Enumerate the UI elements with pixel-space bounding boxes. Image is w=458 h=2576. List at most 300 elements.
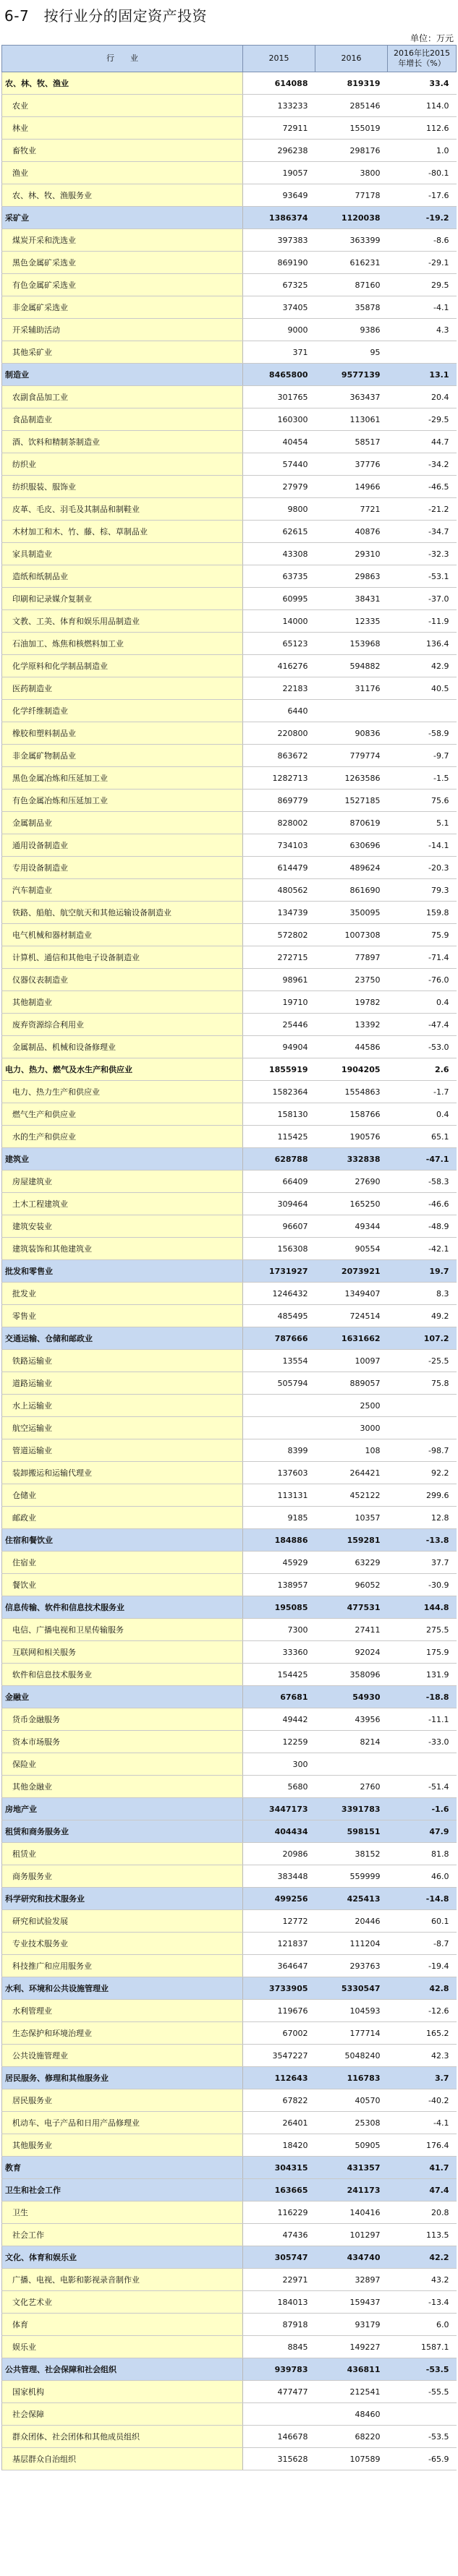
value-2015-cell: 43308 <box>243 543 315 565</box>
table-row <box>2 1933 457 1955</box>
industry-cell: 文化、体育和娱乐业 <box>2 2246 243 2269</box>
growth-cell: -53.0 <box>388 1036 457 1058</box>
value-2016-cell: 37776 <box>315 453 388 476</box>
value-2015-cell: 60995 <box>243 588 315 610</box>
industry-cell: 餐饮业 <box>2 1574 243 1596</box>
table-row <box>2 633 457 655</box>
value-2016-cell: 9577139 <box>315 364 388 386</box>
value-2016-cell: 50905 <box>315 2134 388 2157</box>
value-2016-cell: 3800 <box>315 162 388 184</box>
header-2016: 2016 <box>315 46 388 72</box>
industry-cell: 建筑安装业 <box>2 1215 243 1238</box>
value-2016-cell: 27411 <box>315 1619 388 1641</box>
table-row <box>2 1395 457 1417</box>
table-row <box>2 319 457 341</box>
growth-cell: 46.0 <box>388 1865 457 1888</box>
value-2016-cell: 12335 <box>315 610 388 633</box>
table-row <box>2 2381 457 2403</box>
industry-cell: 科技推广和应用服务业 <box>2 1955 243 1977</box>
table-row <box>2 1126 457 1148</box>
value-2016-cell: 1263586 <box>315 767 388 790</box>
value-2016-cell: 3391783 <box>315 1798 388 1820</box>
table-row <box>2 1439 457 1462</box>
industry-cell: 广播、电视、电影和影视录音制作业 <box>2 2269 243 2291</box>
industry-cell: 房地产业 <box>2 1798 243 1820</box>
value-2016-cell: 23750 <box>315 969 388 991</box>
growth-cell: 75.8 <box>388 1372 457 1395</box>
growth-cell: 75.6 <box>388 790 457 812</box>
industry-cell: 专业技术服务业 <box>2 1933 243 1955</box>
table-row <box>2 1372 457 1395</box>
value-2015-cell: 14000 <box>243 610 315 633</box>
table-row <box>2 1753 457 1776</box>
growth-cell: -34.7 <box>388 521 457 543</box>
growth-cell: -32.3 <box>388 543 457 565</box>
industry-cell: 畜牧业 <box>2 140 243 162</box>
value-2016-cell: 107589 <box>315 2448 388 2470</box>
value-2015-cell: 1282713 <box>243 767 315 790</box>
growth-cell: -40.2 <box>388 2089 457 2112</box>
industry-cell: 计算机、通信和其他电子设备制造业 <box>2 946 243 969</box>
value-2016-cell: 10097 <box>315 1350 388 1372</box>
table-row <box>2 2224 457 2246</box>
value-2016-cell: 285146 <box>315 95 388 117</box>
industry-cell: 有色金属矿采选业 <box>2 274 243 296</box>
value-2016-cell: 190576 <box>315 1126 388 1148</box>
industry-cell: 卫生和社会工作 <box>2 2179 243 2201</box>
value-2016-cell: 27690 <box>315 1171 388 1193</box>
value-2015-cell: 134739 <box>243 902 315 924</box>
value-2016-cell: 40570 <box>315 2089 388 2112</box>
industry-cell: 仪器仪表制造业 <box>2 969 243 991</box>
table-row <box>2 1843 457 1865</box>
value-2016-cell: 90836 <box>315 722 388 745</box>
growth-cell: 5.1 <box>388 812 457 834</box>
growth-cell: 0.4 <box>388 991 457 1014</box>
growth-cell: 41.7 <box>388 2157 457 2179</box>
table-row <box>2 1215 457 1238</box>
table-row <box>2 1686 457 1708</box>
growth-cell: 136.4 <box>388 633 457 655</box>
growth-cell <box>388 1417 457 1439</box>
industry-cell: 铁路、船舶、航空航天和其他运输设备制造业 <box>2 902 243 924</box>
value-2015-cell: 87918 <box>243 2314 315 2336</box>
value-2015-cell: 27979 <box>243 476 315 498</box>
growth-cell: 8.3 <box>388 1283 457 1305</box>
table-row <box>2 207 457 229</box>
value-2015-cell: 315628 <box>243 2448 315 2470</box>
growth-cell: -18.8 <box>388 1686 457 1708</box>
value-2016-cell: 2760 <box>315 1776 388 1798</box>
table-row <box>2 2426 457 2448</box>
value-2015-cell: 787666 <box>243 1327 315 1350</box>
value-2016-cell: 116783 <box>315 2067 388 2089</box>
table-row <box>2 1596 457 1619</box>
value-2015-cell: 22183 <box>243 677 315 700</box>
industry-cell: 保险业 <box>2 1753 243 1776</box>
industry-cell: 煤炭开采和洗选业 <box>2 229 243 252</box>
industry-cell: 金融业 <box>2 1686 243 1708</box>
value-2015-cell: 62615 <box>243 521 315 543</box>
value-2015-cell: 22971 <box>243 2269 315 2291</box>
industry-cell: 电力、热力、燃气及水生产和供应业 <box>2 1058 243 1081</box>
industry-cell: 电力、热力生产和供应业 <box>2 1081 243 1103</box>
table-row <box>2 1260 457 1283</box>
value-2016-cell: 861690 <box>315 879 388 902</box>
industry-cell: 电气机械和器材制造业 <box>2 924 243 946</box>
table-row <box>2 521 457 543</box>
table-row <box>2 95 457 117</box>
growth-cell: 176.4 <box>388 2134 457 2157</box>
table-row <box>2 498 457 521</box>
industry-cell: 居民服务、修理和其他服务业 <box>2 2067 243 2089</box>
industry-cell: 公共设施管理业 <box>2 2045 243 2067</box>
table-row <box>2 2179 457 2201</box>
table-row <box>2 1193 457 1215</box>
table-row <box>2 296 457 319</box>
growth-cell: 65.1 <box>388 1126 457 1148</box>
value-2016-cell: 779774 <box>315 745 388 767</box>
table-row <box>2 2134 457 2157</box>
growth-cell: -14.1 <box>388 834 457 857</box>
growth-cell: -1.6 <box>388 1798 457 1820</box>
table-row <box>2 1507 457 1529</box>
value-2016-cell: 1527185 <box>315 790 388 812</box>
industry-cell: 社会工作 <box>2 2224 243 2246</box>
value-2016-cell: 153968 <box>315 633 388 655</box>
value-2015-cell: 7300 <box>243 1619 315 1641</box>
table-row <box>2 610 457 633</box>
table-row <box>2 364 457 386</box>
table-row <box>2 1305 457 1327</box>
value-2015-cell: 828002 <box>243 812 315 834</box>
industry-cell: 土木工程建筑业 <box>2 1193 243 1215</box>
value-2015-cell: 12259 <box>243 1731 315 1753</box>
growth-cell: -42.1 <box>388 1238 457 1260</box>
value-2015-cell: 364647 <box>243 1955 315 1977</box>
industry-cell: 文化艺术业 <box>2 2291 243 2314</box>
value-2015-cell: 116229 <box>243 2201 315 2224</box>
growth-cell: 12.8 <box>388 1507 457 1529</box>
value-2015-cell <box>243 2403 315 2426</box>
value-2015-cell: 67325 <box>243 274 315 296</box>
value-2016-cell: 92024 <box>315 1641 388 1664</box>
industry-cell: 铁路运输业 <box>2 1350 243 1372</box>
value-2016-cell: 452122 <box>315 1484 388 1507</box>
value-2016-cell: 25308 <box>315 2112 388 2134</box>
value-2015-cell: 572802 <box>243 924 315 946</box>
value-2015-cell: 146678 <box>243 2426 315 2448</box>
table-row <box>2 1014 457 1036</box>
industry-cell: 化学原料和化学制品制造业 <box>2 655 243 677</box>
value-2015-cell: 296238 <box>243 140 315 162</box>
table-row <box>2 274 457 296</box>
value-2015-cell: 72911 <box>243 117 315 140</box>
value-2015-cell: 3547227 <box>243 2045 315 2067</box>
industry-cell: 汽车制造业 <box>2 879 243 902</box>
industry-cell: 金属制品业 <box>2 812 243 834</box>
value-2016-cell: 44586 <box>315 1036 388 1058</box>
table-row <box>2 2314 457 2336</box>
value-2016-cell: 14966 <box>315 476 388 498</box>
table-row <box>2 812 457 834</box>
industry-cell: 住宿业 <box>2 1552 243 1574</box>
value-2016-cell: 113061 <box>315 408 388 431</box>
growth-cell: 49.2 <box>388 1305 457 1327</box>
value-2015-cell: 98961 <box>243 969 315 991</box>
industry-cell: 机动车、电子产品和日用产品修理业 <box>2 2112 243 2134</box>
industry-cell: 渔业 <box>2 162 243 184</box>
growth-cell: -14.8 <box>388 1888 457 1910</box>
table-row <box>2 543 457 565</box>
value-2016-cell: 870619 <box>315 812 388 834</box>
value-2016-cell: 3000 <box>315 1417 388 1439</box>
page-title: 6-7 按行业分的固定资产投资 <box>4 7 208 25</box>
value-2015-cell: 137603 <box>243 1462 315 1484</box>
table-row <box>2 1888 457 1910</box>
industry-cell: 装卸搬运和运输代理业 <box>2 1462 243 1484</box>
value-2015-cell: 416276 <box>243 655 315 677</box>
value-2015-cell: 9185 <box>243 1507 315 1529</box>
value-2015-cell: 300 <box>243 1753 315 1776</box>
value-2015-cell: 154425 <box>243 1664 315 1686</box>
industry-cell: 燃气生产和供应业 <box>2 1103 243 1126</box>
value-2016-cell <box>315 1753 388 1776</box>
industry-cell: 公共管理、社会保障和社会组织 <box>2 2358 243 2381</box>
value-2016-cell: 363437 <box>315 386 388 408</box>
industry-cell: 水利管理业 <box>2 2000 243 2022</box>
growth-cell: -29.1 <box>388 252 457 274</box>
industry-cell: 商务服务业 <box>2 1865 243 1888</box>
industry-cell: 租赁和商务服务业 <box>2 1820 243 1843</box>
growth-cell: 42.9 <box>388 655 457 677</box>
table-row <box>2 1036 457 1058</box>
industry-cell: 纺织业 <box>2 453 243 476</box>
table-row <box>2 902 457 924</box>
value-2016-cell <box>315 700 388 722</box>
growth-cell: 3.7 <box>388 2067 457 2089</box>
growth-cell: 42.3 <box>388 2045 457 2067</box>
table-row <box>2 1417 457 1439</box>
value-2016-cell: 630696 <box>315 834 388 857</box>
table-row <box>2 386 457 408</box>
industry-cell: 互联网和相关服务 <box>2 1641 243 1664</box>
value-2015-cell: 121837 <box>243 1933 315 1955</box>
table-row <box>2 140 457 162</box>
value-2015-cell: 301765 <box>243 386 315 408</box>
growth-cell: -58.9 <box>388 722 457 745</box>
industry-cell: 居民服务业 <box>2 2089 243 2112</box>
value-2015-cell: 49442 <box>243 1708 315 1731</box>
table-row <box>2 1462 457 1484</box>
value-2015-cell: 863672 <box>243 745 315 767</box>
value-2016-cell: 77897 <box>315 946 388 969</box>
value-2016-cell: 108 <box>315 1439 388 1462</box>
industry-cell: 研究和试验发展 <box>2 1910 243 1933</box>
industry-cell: 家具制造业 <box>2 543 243 565</box>
table-row <box>2 1574 457 1596</box>
value-2015-cell: 19057 <box>243 162 315 184</box>
table-row <box>2 565 457 588</box>
table-row <box>2 2022 457 2045</box>
value-2015-cell: 19710 <box>243 991 315 1014</box>
growth-cell: -13.8 <box>388 1529 457 1552</box>
value-2016-cell: 29310 <box>315 543 388 565</box>
value-2016-cell: 104593 <box>315 2000 388 2022</box>
value-2015-cell: 67002 <box>243 2022 315 2045</box>
industry-cell: 软件和信息技术服务业 <box>2 1664 243 1686</box>
growth-cell: 37.7 <box>388 1552 457 1574</box>
growth-cell: -29.5 <box>388 408 457 431</box>
value-2016-cell: 1007308 <box>315 924 388 946</box>
growth-cell: 131.9 <box>388 1664 457 1686</box>
table-row <box>2 2269 457 2291</box>
growth-cell: -4.1 <box>388 2112 457 2134</box>
value-2016-cell: 1120038 <box>315 207 388 229</box>
value-2015-cell: 93649 <box>243 184 315 207</box>
table-row <box>2 2201 457 2224</box>
industry-cell: 其他服务业 <box>2 2134 243 2157</box>
table-row <box>2 745 457 767</box>
industry-cell: 农副食品加工业 <box>2 386 243 408</box>
industry-cell: 酒、饮料和精制茶制造业 <box>2 431 243 453</box>
value-2015-cell: 13554 <box>243 1350 315 1372</box>
value-2015-cell: 5680 <box>243 1776 315 1798</box>
value-2015-cell: 133233 <box>243 95 315 117</box>
industry-cell: 其他采矿业 <box>2 341 243 364</box>
growth-cell: 144.8 <box>388 1596 457 1619</box>
industry-cell: 纺织服装、服饰业 <box>2 476 243 498</box>
table-row <box>2 700 457 722</box>
table-row <box>2 2291 457 2314</box>
value-2016-cell: 43956 <box>315 1708 388 1731</box>
value-2015-cell: 614088 <box>243 72 315 95</box>
value-2015-cell: 25446 <box>243 1014 315 1036</box>
value-2015-cell: 94904 <box>243 1036 315 1058</box>
value-2015-cell: 66409 <box>243 1171 315 1193</box>
growth-cell: 81.8 <box>388 1843 457 1865</box>
table-row <box>2 1058 457 1081</box>
value-2016-cell: 165250 <box>315 1193 388 1215</box>
value-2015-cell: 397383 <box>243 229 315 252</box>
growth-cell: 1587.1 <box>388 2336 457 2358</box>
table-row <box>2 924 457 946</box>
industry-cell: 货币金融服务 <box>2 1708 243 1731</box>
industry-cell: 信息传输、软件和信息技术服务业 <box>2 1596 243 1619</box>
table-row <box>2 677 457 700</box>
value-2015-cell: 3447173 <box>243 1798 315 1820</box>
value-2016-cell: 159281 <box>315 1529 388 1552</box>
industry-cell: 资本市场服务 <box>2 1731 243 1753</box>
value-2016-cell: 5330547 <box>315 1977 388 2000</box>
value-2016-cell: 358096 <box>315 1664 388 1686</box>
table-row <box>2 162 457 184</box>
value-2016-cell: 159437 <box>315 2291 388 2314</box>
industry-cell: 非金属矿物制品业 <box>2 745 243 767</box>
growth-cell: -47.1 <box>388 1148 457 1171</box>
growth-cell: -9.7 <box>388 745 457 767</box>
value-2016-cell: 1554863 <box>315 1081 388 1103</box>
value-2016-cell: 363399 <box>315 229 388 252</box>
value-2015-cell: 505794 <box>243 1372 315 1395</box>
growth-cell: 42.8 <box>388 1977 457 2000</box>
value-2016-cell: 7721 <box>315 498 388 521</box>
table-row <box>2 1820 457 1843</box>
growth-cell: -21.2 <box>388 498 457 521</box>
growth-cell: 20.4 <box>388 386 457 408</box>
table-row <box>2 476 457 498</box>
growth-cell: -47.4 <box>388 1014 457 1036</box>
table-row <box>2 655 457 677</box>
industry-cell: 批发和零售业 <box>2 1260 243 1283</box>
table-row <box>2 2067 457 2089</box>
industry-cell: 印刷和记录媒介复制业 <box>2 588 243 610</box>
value-2015-cell: 8399 <box>243 1439 315 1462</box>
value-2016-cell: 95 <box>315 341 388 364</box>
growth-cell: 275.5 <box>388 1619 457 1641</box>
table-row <box>2 1350 457 1372</box>
value-2015-cell: 1246432 <box>243 1283 315 1305</box>
industry-cell: 邮政业 <box>2 1507 243 1529</box>
table-row <box>2 2112 457 2134</box>
value-2015-cell: 63735 <box>243 565 315 588</box>
value-2016-cell: 616231 <box>315 252 388 274</box>
industry-cell: 林业 <box>2 117 243 140</box>
value-2016-cell: 158766 <box>315 1103 388 1126</box>
growth-cell: -53.5 <box>388 2358 457 2381</box>
table-row <box>2 1081 457 1103</box>
value-2016-cell: 29863 <box>315 565 388 588</box>
value-2015-cell: 112643 <box>243 2067 315 2089</box>
table-row <box>2 790 457 812</box>
table-row <box>2 2403 457 2426</box>
value-2015-cell: 628788 <box>243 1148 315 1171</box>
industry-cell: 建筑装饰和其他建筑业 <box>2 1238 243 1260</box>
table-row <box>2 2157 457 2179</box>
industry-cell: 社会保障 <box>2 2403 243 2426</box>
value-2015-cell <box>243 1395 315 1417</box>
growth-cell: 2.6 <box>388 1058 457 1081</box>
industry-cell: 黑色金属冶炼和压延加工业 <box>2 767 243 790</box>
value-2015-cell: 383448 <box>243 1865 315 1888</box>
value-2015-cell: 65123 <box>243 633 315 655</box>
industry-cell: 农业 <box>2 95 243 117</box>
industry-cell: 黑色金属矿采选业 <box>2 252 243 274</box>
growth-cell: 113.5 <box>388 2224 457 2246</box>
table-row <box>2 341 457 364</box>
industry-cell: 建筑业 <box>2 1148 243 1171</box>
growth-cell: 6.0 <box>388 2314 457 2336</box>
value-2016-cell: 10357 <box>315 1507 388 1529</box>
value-2015-cell: 47436 <box>243 2224 315 2246</box>
value-2015-cell: 119676 <box>243 2000 315 2022</box>
value-2016-cell: 149227 <box>315 2336 388 2358</box>
value-2016-cell: 35878 <box>315 296 388 319</box>
value-2015-cell <box>243 1417 315 1439</box>
value-2015-cell: 939783 <box>243 2358 315 2381</box>
industry-cell: 水上运输业 <box>2 1395 243 1417</box>
header-2015: 2015 <box>243 46 315 72</box>
value-2016-cell: 431357 <box>315 2157 388 2179</box>
growth-cell <box>388 2403 457 2426</box>
growth-cell: -30.9 <box>388 1574 457 1596</box>
value-2016-cell: 434740 <box>315 2246 388 2269</box>
industry-cell: 交通运输、仓储和邮政业 <box>2 1327 243 1350</box>
value-2016-cell: 101297 <box>315 2224 388 2246</box>
value-2015-cell: 67822 <box>243 2089 315 2112</box>
value-2015-cell: 115425 <box>243 1126 315 1148</box>
value-2015-cell: 1386374 <box>243 207 315 229</box>
